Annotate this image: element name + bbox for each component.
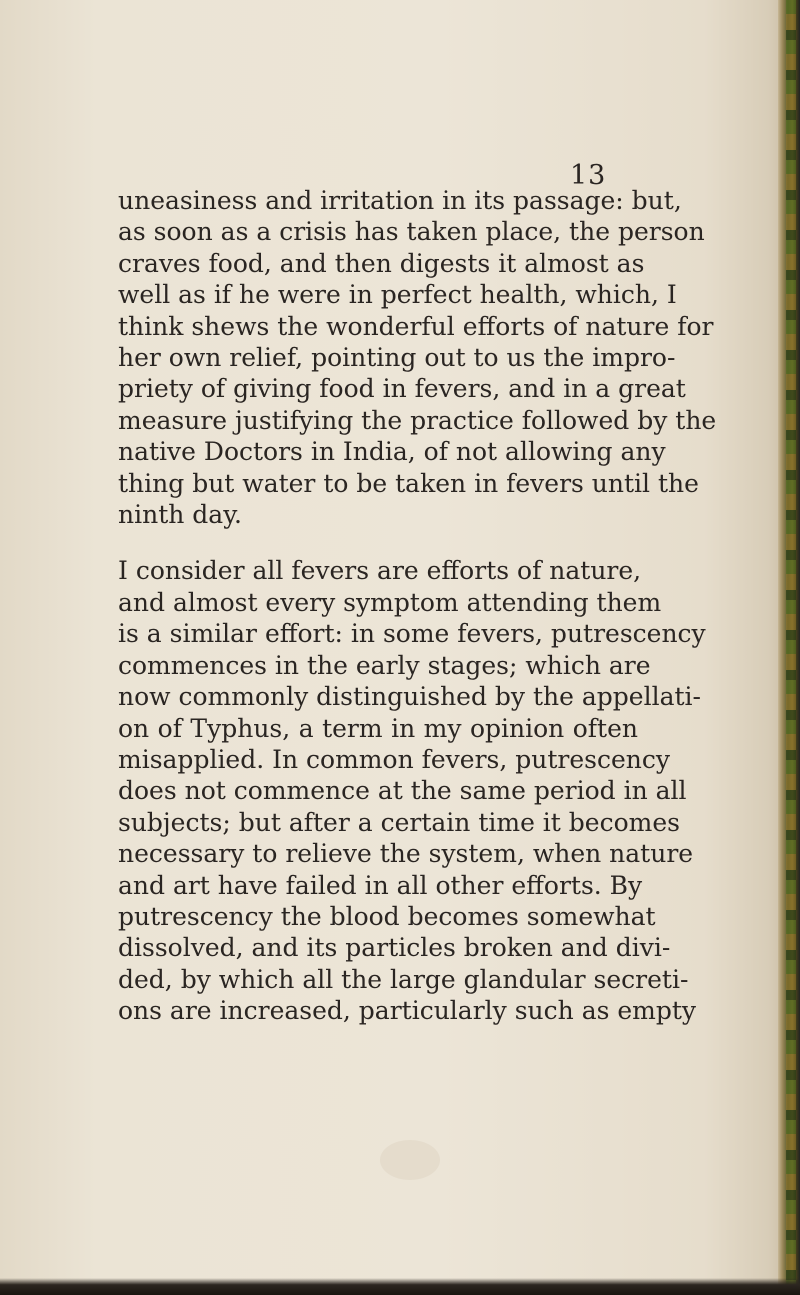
text-line: well as if he were in perfect health, which, I [118, 280, 677, 310]
text-line: craves food, and then digests it almost as [118, 248, 645, 278]
page-number: 13 [570, 160, 607, 191]
text-line: on of Typhus, a term in my opinion often [118, 713, 638, 743]
text-line: priety of giving food in fevers, and in a great [118, 374, 686, 404]
paragraph-1 [118, 185, 717, 530]
text-line: as soon as a crisis has taken place, the person [118, 217, 705, 247]
body-text [118, 185, 717, 1027]
text-line: ons are increased, particularly such as empty [118, 996, 697, 1026]
text-line: does not commence at the same period in all [118, 776, 687, 806]
text-line: putrescency the blood becomes somewhat [118, 901, 656, 931]
text-line: commences in the early stages; which are [118, 650, 651, 680]
text-line: and art have failed in all other efforts. By [118, 870, 643, 900]
text-line: think shews the wonderful efforts of nature for [118, 311, 714, 341]
text-line: thing but water to be taken in fevers until the [118, 468, 699, 498]
text-line: and almost every symptom attending them [118, 587, 662, 617]
paragraph-2 [118, 555, 706, 1026]
text-line: is a similar effort: in some fevers, putrescency [118, 619, 706, 649]
text-line: ded, by which all the large glandular secreti- [118, 964, 689, 994]
page-bottom-edge [0, 1278, 800, 1295]
text-line: subjects; but after a certain time it becomes [118, 807, 680, 837]
text-line: now commonly distinguished by the appellati- [118, 682, 701, 712]
spine-texture [786, 0, 796, 1295]
text-line: native Doctors in India, of not allowing any [118, 437, 666, 467]
text-line: ninth day. [118, 500, 242, 530]
paper-stain [380, 1140, 440, 1180]
text-line: necessary to relieve the system, when nature [118, 839, 694, 869]
text-line: misapplied. In common fevers, putrescency [118, 744, 671, 774]
text-line: measure justifying the practice followed by the [118, 405, 717, 435]
text-line: dissolved, and its particles broken and divi- [118, 933, 671, 963]
text-line: uneasiness and irritation in its passage: but, [118, 186, 682, 215]
text-line: her own relief, pointing out to us the impro- [118, 343, 676, 373]
text-line: I consider all fevers are efforts of nature, [118, 556, 642, 586]
